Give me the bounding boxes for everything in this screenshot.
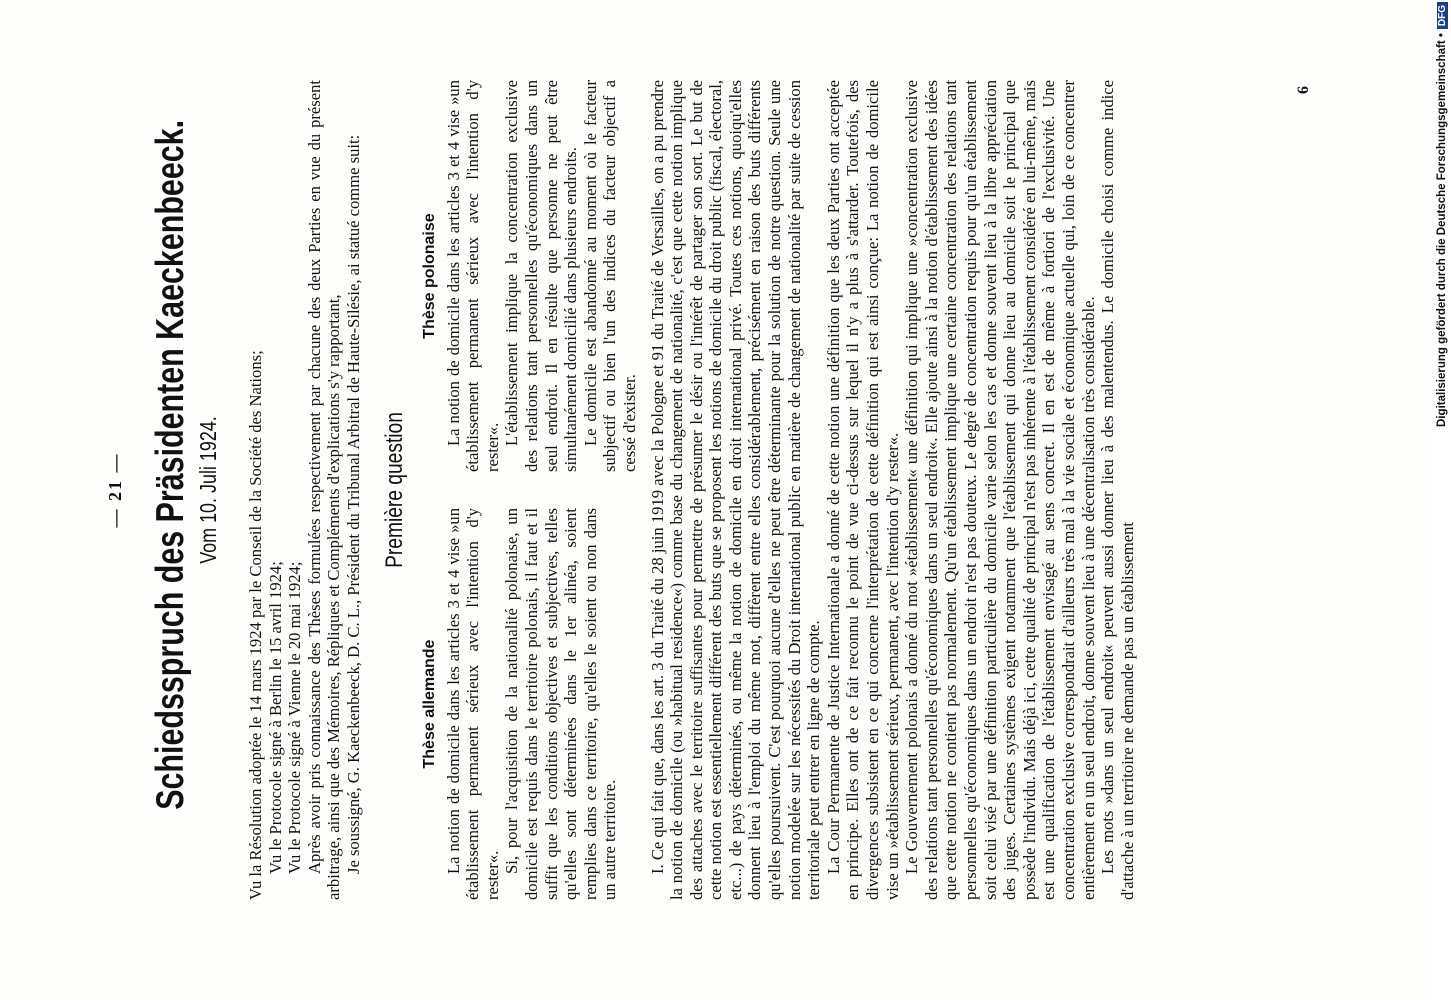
signature-mark: 6 (1295, 86, 1313, 94)
these-allemande-p1: La notion de domicile dans les articles 3 et 4 vise »un établissement permanent sérieux avec l'intention d'y rester«. (443, 508, 502, 900)
preamble-vu-vienne: Vu le Protocole signé à Vienne le 20 mai 1924; (285, 561, 305, 874)
these-allemande-p2: Si, pour l'acquisition de la nationalité polonaise, un domicile est requis dans le territoire polonais, il faut et il suffit que les conditions objectives et subjectives, telles qu'elles sont déterminées dans le 1er alinéa, soient remplies dans ce territoire, qu'elles le soient ou non dans un autre territoire. (502, 508, 620, 900)
digitization-note-text: Digitalisierung gefördert durch die Deutsche Forschungsgemeinschaft • (1436, 33, 1448, 427)
dfg-logo: DFG (1437, 2, 1448, 29)
these-allemande-heading: Thèse allemande (420, 639, 438, 769)
these-polonaise-p3: Le domicile est abandonné au moment où le facteur subjectif ou bien l'un des indices du facteur objectif a cessé d'exister. (580, 80, 639, 472)
these-polonaise-heading: Thèse polonaise (420, 213, 438, 339)
page-number: — 21 — (105, 452, 125, 528)
preamble-apres: Après avoir pris connaissance des Thèses formulées respectivement par chacune des deux Parties en vue du présent arbitrage, ainsi que des Mémoires, Répliques et Compléments d'explications s'y rapportant, (304, 80, 344, 900)
document-title: Schiedsspruch des Präsidenten Kaeckenbeeck. (149, 119, 192, 810)
preamble-vu-resolution: Vu la Résolution adoptée le 14 mars 1924 par le Conseil de la Société des Nations; (246, 350, 265, 900)
these-allemande (418, 508, 640, 900)
these-polonaise (418, 80, 640, 472)
preamble-soussigne: Je soussigné, G. Kaeckenbeeck, D. C. L., Président du Tribunal Arbitral de Haute-Silésie, ai statué comme suit: (343, 134, 363, 874)
body-paragraph-3: Le Gouvernement polonais a donné du mot »établissement« une définition qui implique une »concentration exclusive des relations tant personnelles qu'économiques dans un seul endroit«. Elle ajoute ainsi à la notion d'établissement des idées que cette notion ne contient pas normalement. Qu'un établissement implique une certaine concentration des relations tant personnelles qu'économiques dans un endroit n'est pas douteux. Le degré de concentration requis pour qu'un établissement soit celui visé par une définition particulière du domicile varie selon les cas et donne souvent lieu à la libre appréciation des juges. Certaines systèmes exigent notamment que l'établissement qui donne lieu au domicile soit le principal que possède l'individu. Mais déjà ici, cette qualité de principal n'est pas inhérente à l'établissement considéré en lui-même, mais est une qualification de l'établissement envisagé au sens concret. Il en est de même à fortiori de l'exclusivité. Une concentration exclusive correspondrait d'ailleurs très mal à la vie sociale et économique actuelle qui, loin de ce concentrer entièrement en un seul endroit, donne souvent lieu à une décentralisation très considérable. (902, 80, 1098, 900)
these-polonaise-p2: L'établissement implique la concentration exclusive des relations tant personnelles qu'économiques dans un seul endroit. Il en résulte que personne ne peut être simultanément domicilié dans plusieurs endroits. (502, 80, 581, 472)
body-paragraph-4: Les mots »dans un seul endroit« peuvent aussi donner lieu à des malentendus. Le domicile choisi comme indice d'attache à un territoire ne demande pas un établissement (1098, 80, 1137, 900)
document-date: Vom 10. Juli 1924. (195, 416, 221, 564)
theses-columns (418, 80, 640, 900)
preamble-vu-berlin: Vu le Protocole signé à Berlin le 15 avril 1924; (265, 561, 285, 874)
body-paragraph-1: I. Ce qui fait que, dans les art. 3 du Traité du 28 juin 1919 avec la Pologne et 91 du Traité de Versailles, on a pu prendre la notion de domicile (ou »habitual residence«) comme base du changement de nationalité, c'est que cette notion implique des attaches avec le territoire suffisantes pour permettre de présumer le désir ou l'intérêt de partager son sort. Le but de cette notion est essentiellement différent des buts que se proposent les notions de domicile du droit public (fiscal, électoral, etc...) de pays déterminés, ou même la notion de domicile en droit international privé. Toutes ces notions, quoiqu'elles donnent lieu à l'emploi du même mot, diffèrent entre elles considérablement, précisément en raison des buts différents qu'elles poursuivent. C'est pourquoi aucune d'elles ne peut être déterminante pour la solution de notre question. Seule une notion modelée sur les nécessités du Droit international public en matière de changement de nationalité par suite de cession territoriale peut entrer en ligne de compte. (647, 80, 824, 900)
digitization-note (1433, 0, 1451, 1000)
body-paragraph-2: La Cour Permanente de Justice Internationale a donné de cette notion une définition que les deux Parties ont acceptée en principe. Elles ont de ce fait reconnu le point de vue ci-dessus sur lequel il n'y a plus à s'attarder. Toutefois, des divergences subsistent en ce qui concerne l'interprétation de cette définition qui est ainsi conçue: La notion de domicile vise un »établissement sérieux, permanent, avec l'intention d'y rester«. (823, 80, 902, 900)
document-page (100, 80, 1313, 900)
these-polonaise-p1: La notion de domicile dans les articles 3 et 4 vise »un établissement permanent sérieux avec l'intention d'y rester«. (443, 80, 502, 472)
section-title: Première question (380, 412, 408, 568)
